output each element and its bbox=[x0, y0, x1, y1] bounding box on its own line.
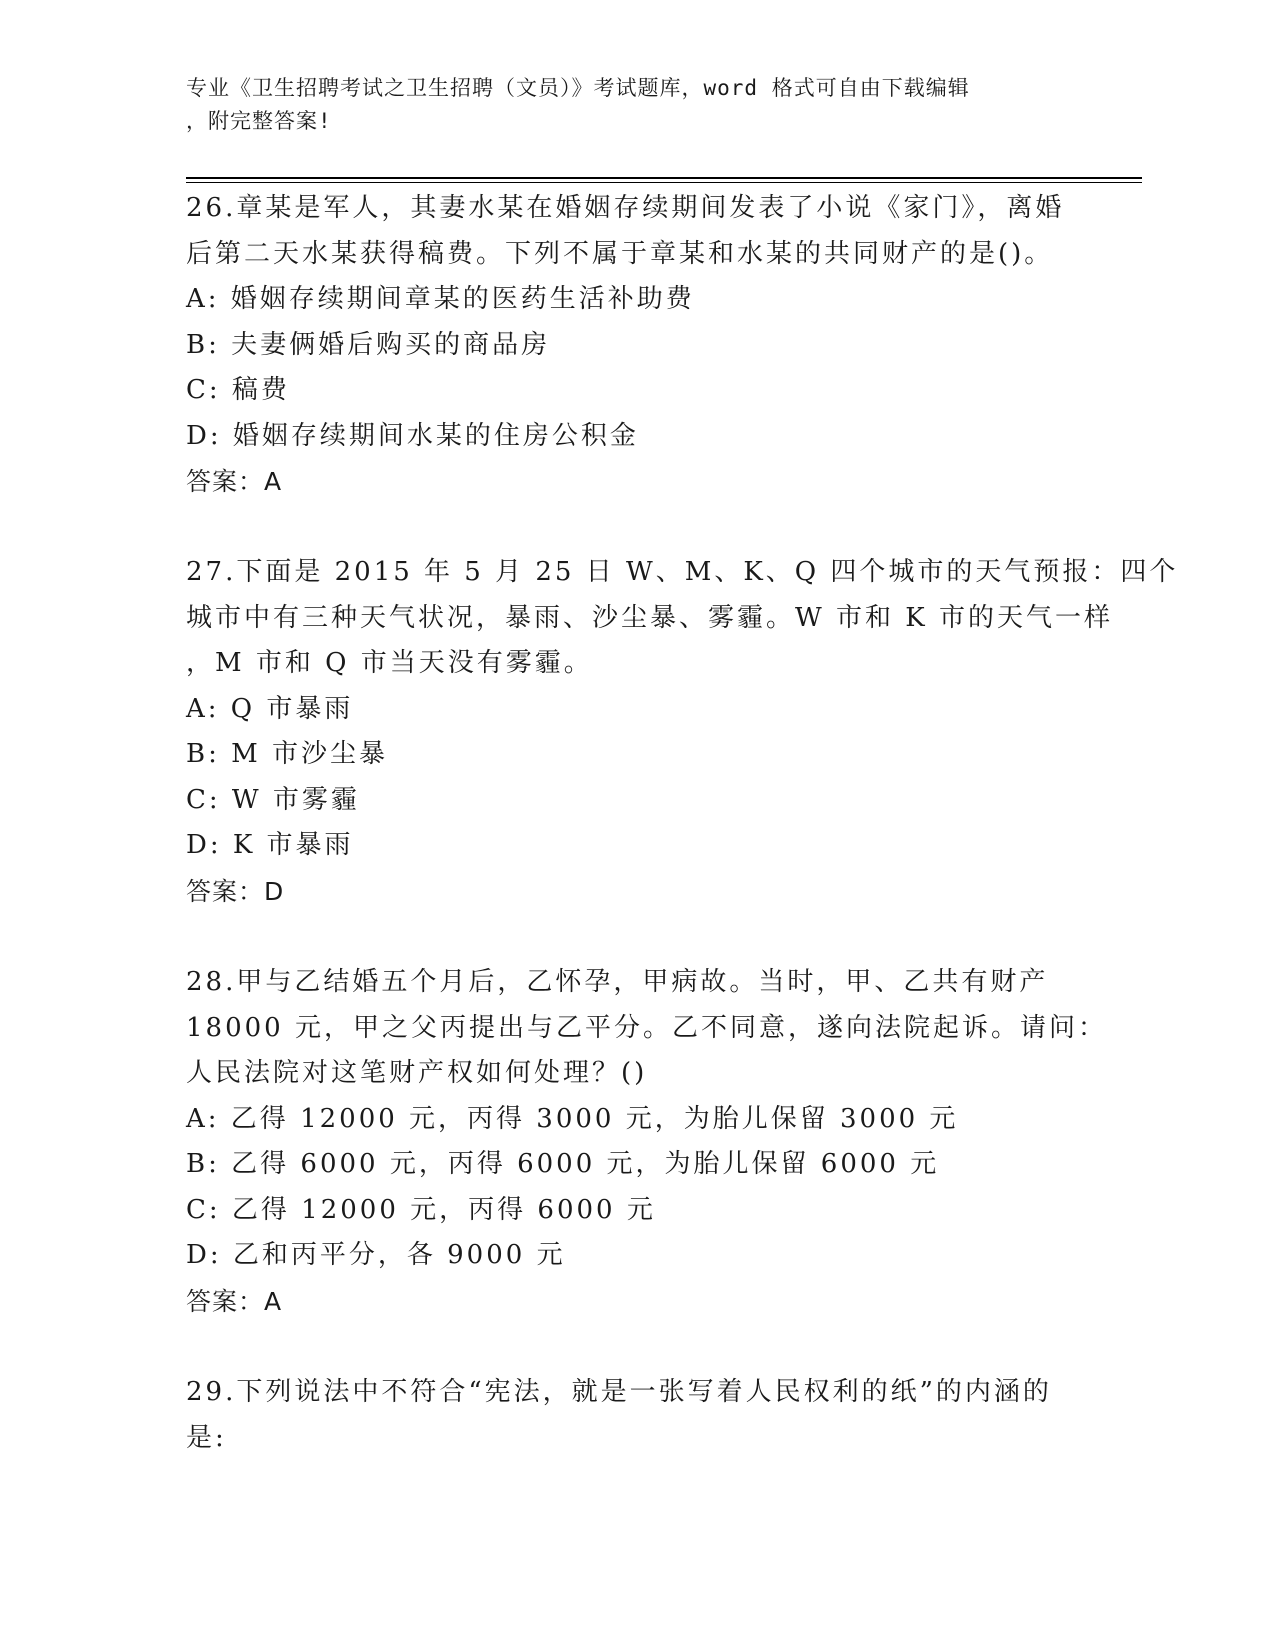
option-d: D: K 市暴雨 bbox=[186, 830, 354, 860]
question-stem-line: ，M 市和 Q 市当天没有雾霾。 bbox=[186, 648, 593, 678]
question-stem-line: 18000 元，甲之父丙提出与乙平分。乙不同意，遂向法院起诉。请问： bbox=[186, 1012, 1107, 1043]
header-divider-thin bbox=[186, 182, 1142, 183]
question-28 bbox=[186, 960, 1107, 1324]
option-a: A: 乙得 12000 元，丙得 3000 元，为胎儿保留 3000 元 bbox=[186, 1103, 959, 1134]
option-c: C: 乙得 12000 元，丙得 6000 元 bbox=[186, 1194, 656, 1225]
question-stem-line: 27.下面是 2015 年 5 月 25 日 W、M、K、Q 四个城市的天气预报：四个 bbox=[186, 557, 1179, 587]
option-a: A: 婚姻存续期间章某的医药生活补助费 bbox=[186, 284, 695, 314]
answer: 答案：D bbox=[186, 876, 285, 906]
document-header bbox=[186, 72, 1086, 138]
option-b: B: M 市沙尘暴 bbox=[186, 739, 389, 769]
option-b: B: 乙得 6000 元，丙得 6000 元，为胎儿保留 6000 元 bbox=[186, 1149, 940, 1179]
answer: 答案：A bbox=[186, 467, 283, 496]
option-b: B: 夫妻俩婚后购买的商品房 bbox=[186, 329, 551, 360]
question-stem-line: 城市中有三种天气状况，暴雨、沙尘暴、雾霾。W 市和 K 市的天气一样 bbox=[186, 602, 1113, 633]
question-stem-line: 29.下列说法中不符合“宪法，就是一张写着人民权利的纸”的内涵的 bbox=[186, 1377, 1052, 1407]
question-stem-line: 是: bbox=[186, 1422, 227, 1453]
question-29 bbox=[186, 1370, 1086, 1461]
question-stem-line: 26.章某是军人，其妻水某在婚姻存续期间发表了小说《家门》，离婚 bbox=[186, 193, 1065, 223]
answer: 答案：A bbox=[186, 1286, 283, 1316]
option-d: D: 乙和丙平分，各 9000 元 bbox=[186, 1240, 566, 1270]
question-stem-line: 后第二天水某获得稿费。下列不属于章某和水某的共同财产的是()。 bbox=[186, 238, 1054, 269]
question-27 bbox=[186, 550, 1179, 914]
question-stem-line: 人民法院对这笔财产权如何处理？() bbox=[186, 1058, 648, 1088]
option-a: A: Q 市暴雨 bbox=[186, 693, 354, 724]
question-stem-line: 28.甲与乙结婚五个月后，乙怀孕，甲病故。当时，甲、乙共有财产 bbox=[186, 967, 1049, 997]
option-c: C: W 市雾霾 bbox=[186, 784, 360, 815]
option-c: C: 稿费 bbox=[186, 375, 290, 405]
header-line-2: ，附完整答案! bbox=[186, 109, 332, 133]
header-divider-thick bbox=[186, 177, 1142, 179]
option-d: D: 婚姻存续期间水某的住房公积金 bbox=[186, 420, 639, 451]
question-26 bbox=[186, 186, 1086, 504]
header-line-1: 专业《卫生招聘考试之卫生招聘（文员）》考试题库，word 格式可自由下载编辑 bbox=[186, 76, 970, 100]
